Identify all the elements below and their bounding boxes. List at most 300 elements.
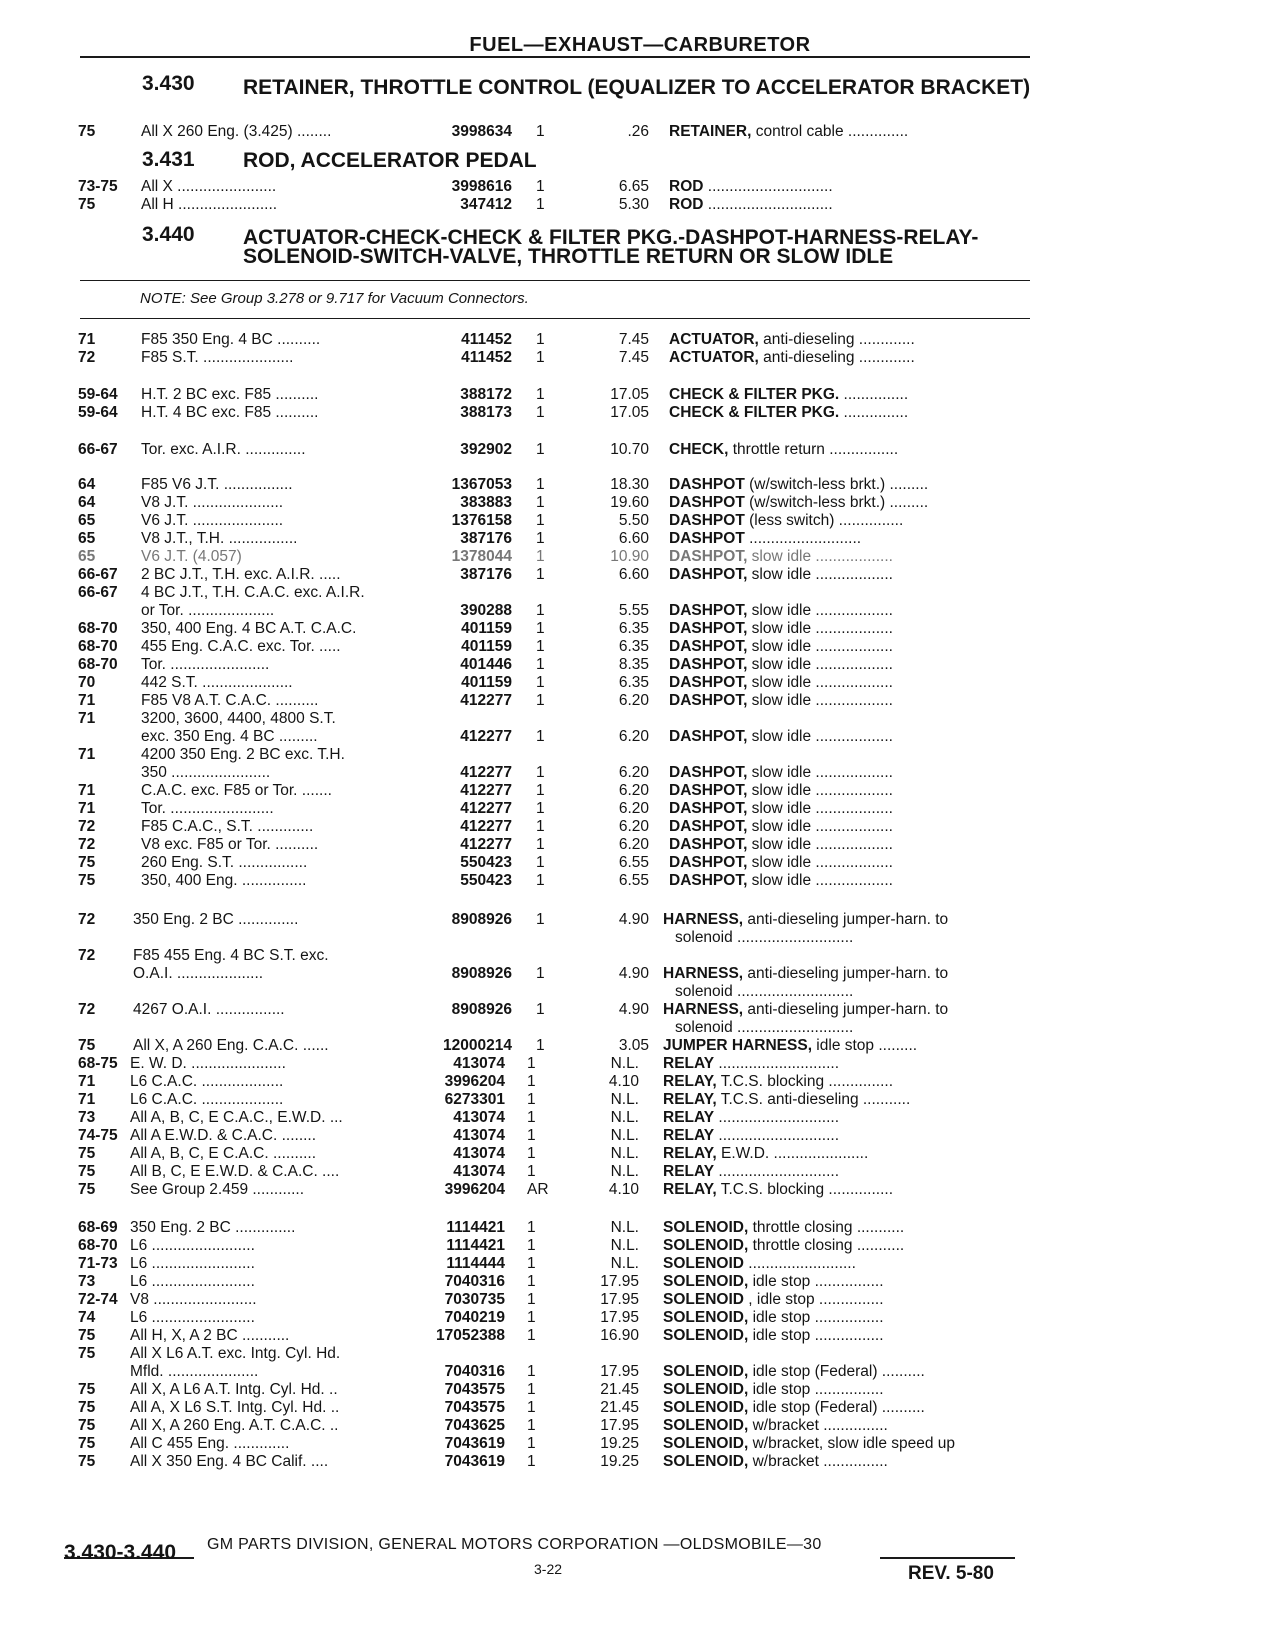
model-application: F85 C.A.C., S.T. ............. bbox=[141, 818, 314, 835]
part-number: 1376158 bbox=[451, 512, 512, 529]
quantity: 1 bbox=[536, 1001, 545, 1018]
model-application: 3200, 3600, 4400, 4800 S.T. bbox=[141, 710, 336, 727]
part-number: 550423 bbox=[460, 872, 512, 889]
model-year: 70 bbox=[78, 674, 96, 691]
model-application: All H ....................... bbox=[141, 196, 278, 213]
part-detail: (w/switch-less brkt.) ......... bbox=[744, 476, 929, 493]
model-application: F85 S.T. ..................... bbox=[141, 349, 294, 366]
part-detail: slow idle .................. bbox=[747, 872, 893, 889]
model-year: 74 bbox=[78, 1309, 96, 1326]
part-number: 12000214 bbox=[443, 1037, 512, 1054]
quantity: 1 bbox=[536, 782, 545, 799]
model-application: All A, B, C, E C.A.C., E.W.D. ... bbox=[130, 1109, 343, 1126]
part-detail: anti-dieseling jumper-harn. to bbox=[743, 965, 949, 982]
part-description bbox=[669, 530, 1022, 548]
part-name: DASHPOT, bbox=[669, 674, 748, 691]
price: 6.55 bbox=[618, 872, 649, 889]
model-year: 72 bbox=[78, 349, 96, 366]
model-year: 75 bbox=[78, 1163, 96, 1180]
part-detail: ......................... bbox=[743, 1255, 856, 1272]
part-name: SOLENOID, bbox=[663, 1435, 749, 1452]
part-number: 413074 bbox=[453, 1127, 505, 1144]
quantity: 1 bbox=[536, 178, 545, 195]
part-name: DASHPOT, bbox=[669, 872, 748, 889]
quantity: 1 bbox=[536, 818, 545, 835]
model-application: V8 exc. F85 or Tor. .......... bbox=[141, 836, 319, 853]
part-number: 7040316 bbox=[444, 1363, 505, 1380]
part-name: DASHPOT, bbox=[669, 566, 748, 583]
part-description bbox=[663, 1327, 1022, 1345]
part-name: DASHPOT, bbox=[669, 620, 748, 637]
part-description bbox=[663, 1001, 1022, 1019]
quantity: 1 bbox=[536, 674, 545, 691]
part-detail: idle stop ......... bbox=[812, 1037, 918, 1054]
model-application: C.A.C. exc. F85 or Tor. ....... bbox=[141, 782, 332, 799]
model-year: 75 bbox=[78, 196, 96, 213]
price: 6.20 bbox=[618, 782, 649, 799]
part-name: CHECK, bbox=[669, 441, 729, 458]
part-name: RELAY, bbox=[663, 1091, 717, 1108]
part-name: SOLENOID, bbox=[663, 1399, 749, 1416]
quantity: 1 bbox=[536, 1037, 545, 1054]
model-application: 4 BC J.T., T.H. C.A.C. exc. A.I.R. bbox=[141, 584, 365, 601]
model-year: 73 bbox=[78, 1109, 96, 1126]
part-description bbox=[675, 1019, 1022, 1037]
part-row bbox=[0, 602, 1280, 620]
part-row bbox=[0, 1001, 1280, 1019]
part-row bbox=[0, 1109, 1280, 1127]
quantity: 1 bbox=[536, 620, 545, 637]
part-number: 6273301 bbox=[444, 1091, 505, 1108]
part-number: 7043619 bbox=[444, 1453, 505, 1470]
part-number: 1114444 bbox=[446, 1255, 505, 1272]
part-name: SOLENOID, bbox=[663, 1381, 749, 1398]
section-number: 3.431 bbox=[142, 148, 195, 171]
quantity: 1 bbox=[536, 872, 545, 889]
model-application: All X, A 260 Eng. C.A.C. ...... bbox=[133, 1037, 329, 1054]
part-row bbox=[0, 1055, 1280, 1073]
model-application: All C 455 Eng. ............. bbox=[130, 1435, 290, 1452]
part-row bbox=[0, 584, 1280, 602]
part-number: 7040219 bbox=[444, 1309, 505, 1326]
price: N.L. bbox=[610, 1055, 639, 1072]
part-description bbox=[663, 1181, 1022, 1199]
part-name: SOLENOID, bbox=[663, 1273, 749, 1290]
part-name: RETAINER, bbox=[669, 123, 752, 140]
model-application: 350, 400 Eng. ............... bbox=[141, 872, 307, 889]
quantity: 1 bbox=[536, 854, 545, 871]
part-number: 412277 bbox=[460, 836, 512, 853]
model-year: 65 bbox=[78, 512, 96, 529]
quantity: 1 bbox=[527, 1237, 536, 1254]
part-detail: T.C.S. anti-dieseling ........... bbox=[716, 1091, 911, 1108]
price: 4.90 bbox=[618, 1001, 649, 1018]
model-application: All A, B, C, E C.A.C. .......... bbox=[130, 1145, 317, 1162]
model-application: All A, X L6 S.T. Intg. Cyl. Hd. .. bbox=[130, 1399, 340, 1416]
price: 16.90 bbox=[600, 1327, 639, 1344]
part-name: SOLENOID, bbox=[663, 1327, 749, 1344]
quantity: 1 bbox=[536, 836, 545, 853]
price: 7.45 bbox=[618, 349, 649, 366]
part-row bbox=[0, 965, 1280, 983]
revision-label: REV. 5-80 bbox=[908, 1563, 994, 1584]
part-description bbox=[663, 1255, 1022, 1273]
part-description bbox=[663, 1417, 1022, 1435]
model-year: 68-70 bbox=[78, 1237, 118, 1254]
part-description bbox=[669, 638, 1022, 656]
part-number: 383883 bbox=[460, 494, 512, 511]
model-application: All H, X, A 2 BC ........... bbox=[130, 1327, 290, 1344]
part-row bbox=[0, 1219, 1280, 1237]
part-description bbox=[669, 656, 1022, 674]
part-description bbox=[663, 1435, 1022, 1453]
part-description bbox=[669, 818, 1022, 836]
vacuum-connector-note: NOTE: See Group 3.278 or 9.717 for Vacuum Connectors. bbox=[140, 290, 529, 307]
part-name: DASHPOT bbox=[669, 476, 745, 493]
part-row bbox=[0, 441, 1280, 459]
part-description bbox=[675, 983, 1022, 1001]
part-name: SOLENOID bbox=[663, 1255, 744, 1272]
part-row bbox=[0, 818, 1280, 836]
part-number: 387176 bbox=[460, 566, 512, 583]
price: N.L. bbox=[610, 1127, 639, 1144]
part-row bbox=[0, 656, 1280, 674]
part-number: 8908926 bbox=[451, 1001, 512, 1018]
part-name: HARNESS, bbox=[663, 1001, 744, 1018]
model-application: or Tor. .................... bbox=[141, 602, 275, 619]
part-row bbox=[0, 494, 1280, 512]
quantity: 1 bbox=[536, 441, 545, 458]
part-number: 412277 bbox=[460, 818, 512, 835]
part-detail: throttle closing ........... bbox=[748, 1237, 905, 1254]
price: 6.35 bbox=[618, 620, 649, 637]
model-year: 75 bbox=[78, 123, 96, 140]
part-detail: w/bracket ............... bbox=[748, 1453, 888, 1470]
part-detail: T.C.S. blocking ............... bbox=[716, 1181, 894, 1198]
model-year: 71 bbox=[78, 800, 96, 817]
model-year: 64 bbox=[78, 494, 96, 511]
part-detail: slow idle .................. bbox=[747, 692, 893, 709]
model-application: F85 455 Eng. 4 BC S.T. exc. bbox=[133, 947, 329, 964]
model-year: 71 bbox=[78, 1091, 96, 1108]
part-row bbox=[0, 196, 1280, 214]
part-detail: solenoid ........................... bbox=[675, 983, 854, 1000]
part-name: ACTUATOR, bbox=[669, 349, 759, 366]
price: 4.10 bbox=[608, 1181, 639, 1198]
quantity: 1 bbox=[527, 1399, 536, 1416]
price: 6.20 bbox=[618, 728, 649, 745]
price: 5.55 bbox=[618, 602, 649, 619]
part-number: 550423 bbox=[460, 854, 512, 871]
model-application: L6 ........................ bbox=[130, 1309, 255, 1326]
part-row bbox=[0, 123, 1280, 141]
part-detail: ............................ bbox=[714, 1127, 839, 1144]
price: 5.30 bbox=[618, 196, 649, 213]
part-name: RELAY bbox=[663, 1055, 715, 1072]
part-description bbox=[669, 692, 1022, 710]
part-row bbox=[0, 746, 1280, 764]
price: 17.95 bbox=[600, 1417, 639, 1434]
part-name: RELAY, bbox=[663, 1181, 717, 1198]
part-detail: idle stop ................ bbox=[748, 1273, 884, 1290]
part-description bbox=[663, 1109, 1022, 1127]
part-description bbox=[669, 854, 1022, 872]
section-title: RETAINER, THROTTLE CONTROL (EQUALIZER TO ACCELERATOR BRACKET) bbox=[243, 76, 1031, 99]
quantity: 1 bbox=[527, 1435, 536, 1452]
model-application: 350 Eng. 2 BC .............. bbox=[130, 1219, 296, 1236]
part-detail: idle stop ................ bbox=[748, 1381, 884, 1398]
part-number: 412277 bbox=[460, 782, 512, 799]
part-detail: slow idle .................. bbox=[747, 800, 893, 817]
quantity: 1 bbox=[527, 1381, 536, 1398]
price: N.L. bbox=[610, 1237, 639, 1254]
part-detail: slow idle .................. bbox=[747, 566, 893, 583]
model-year: 66-67 bbox=[78, 441, 118, 458]
model-year: 65 bbox=[78, 530, 96, 547]
part-number: 412277 bbox=[460, 764, 512, 781]
part-description bbox=[669, 331, 1022, 349]
part-name: SOLENOID bbox=[663, 1291, 744, 1308]
quantity: 1 bbox=[536, 476, 545, 493]
part-number: 347412 bbox=[460, 196, 512, 213]
quantity: 1 bbox=[536, 123, 545, 140]
model-year: 75 bbox=[78, 872, 96, 889]
quantity: 1 bbox=[536, 196, 545, 213]
part-name: DASHPOT, bbox=[669, 854, 748, 871]
part-description bbox=[663, 1309, 1022, 1327]
model-application: Mfld. ..................... bbox=[130, 1363, 259, 1380]
part-description bbox=[669, 764, 1022, 782]
model-year: 68-70 bbox=[78, 620, 118, 637]
model-year: 72-74 bbox=[78, 1291, 118, 1308]
part-description bbox=[663, 965, 1022, 983]
part-row bbox=[0, 404, 1280, 422]
model-application: All X L6 A.T. exc. Intg. Cyl. Hd. bbox=[130, 1345, 341, 1362]
part-detail: ............... bbox=[839, 404, 909, 421]
part-description bbox=[669, 674, 1022, 692]
model-application: Tor. ....................... bbox=[141, 656, 270, 673]
price: 17.05 bbox=[610, 404, 649, 421]
price: 10.90 bbox=[610, 548, 649, 565]
part-name: CHECK & FILTER PKG. bbox=[669, 386, 840, 403]
part-row bbox=[0, 620, 1280, 638]
model-year: 71 bbox=[78, 331, 96, 348]
part-row bbox=[0, 710, 1280, 728]
part-detail: T.C.S. blocking ............... bbox=[716, 1073, 894, 1090]
model-year: 68-70 bbox=[78, 656, 118, 673]
part-detail: .......................... bbox=[744, 530, 862, 547]
quantity: 1 bbox=[527, 1163, 536, 1180]
part-description bbox=[669, 602, 1022, 620]
part-description bbox=[669, 494, 1022, 512]
part-row bbox=[0, 1273, 1280, 1291]
model-application: See Group 2.459 ............ bbox=[130, 1181, 305, 1198]
model-application: V6 J.T. (4.057) bbox=[141, 548, 242, 565]
part-row bbox=[0, 1019, 1280, 1037]
model-year: 75 bbox=[78, 1381, 96, 1398]
price: N.L. bbox=[610, 1145, 639, 1162]
part-number: 387176 bbox=[460, 530, 512, 547]
part-name: DASHPOT bbox=[669, 494, 745, 511]
model-application: 350 Eng. 2 BC .............. bbox=[133, 911, 299, 928]
part-description bbox=[663, 911, 1022, 929]
quantity: 1 bbox=[527, 1453, 536, 1470]
part-name: RELAY, bbox=[663, 1073, 717, 1090]
part-number: 1378044 bbox=[451, 548, 512, 565]
part-number: 17052388 bbox=[436, 1327, 505, 1344]
model-application: F85 V8 A.T. C.A.C. .......... bbox=[141, 692, 319, 709]
part-detail: ............................. bbox=[703, 178, 833, 195]
part-row bbox=[0, 1399, 1280, 1417]
part-name: CHECK & FILTER PKG. bbox=[669, 404, 840, 421]
quantity: 1 bbox=[536, 349, 545, 366]
quantity: 1 bbox=[527, 1255, 536, 1272]
part-detail: slow idle .................. bbox=[747, 548, 893, 565]
price: 6.35 bbox=[618, 638, 649, 655]
model-application: V8 J.T. ..................... bbox=[141, 494, 284, 511]
part-name: DASHPOT bbox=[669, 512, 745, 529]
part-description bbox=[663, 1399, 1022, 1417]
quantity: 1 bbox=[536, 602, 545, 619]
part-name: HARNESS, bbox=[663, 965, 744, 982]
price: 10.70 bbox=[610, 441, 649, 458]
part-number: 411452 bbox=[461, 349, 512, 366]
quantity: 1 bbox=[527, 1417, 536, 1434]
model-year: 74-75 bbox=[78, 1127, 118, 1144]
model-application: V6 J.T. ..................... bbox=[141, 512, 284, 529]
part-description bbox=[669, 872, 1022, 890]
part-number: 401446 bbox=[460, 656, 512, 673]
quantity: 1 bbox=[527, 1309, 536, 1326]
part-number: 413074 bbox=[453, 1109, 505, 1126]
model-year: 75 bbox=[78, 1417, 96, 1434]
part-description bbox=[663, 1381, 1022, 1399]
part-number: 7043625 bbox=[444, 1417, 505, 1434]
part-name: RELAY bbox=[663, 1109, 715, 1126]
part-row bbox=[0, 386, 1280, 404]
model-application: All X, A L6 A.T. Intg. Cyl. Hd. .. bbox=[130, 1381, 338, 1398]
quantity: 1 bbox=[536, 911, 545, 928]
model-application: All X ....................... bbox=[141, 178, 277, 195]
model-application: L6 C.A.C. ................... bbox=[130, 1091, 284, 1108]
price: .26 bbox=[627, 123, 649, 140]
model-application: L6 ........................ bbox=[130, 1273, 255, 1290]
model-year: 71 bbox=[78, 1073, 96, 1090]
part-description bbox=[663, 1037, 1022, 1055]
quantity: 1 bbox=[536, 512, 545, 529]
part-row bbox=[0, 1363, 1280, 1381]
price: N.L. bbox=[610, 1163, 639, 1180]
section-number: 3.430 bbox=[142, 72, 195, 95]
part-detail: anti-dieseling jumper-harn. to bbox=[743, 911, 949, 928]
model-year: 72 bbox=[78, 836, 96, 853]
part-detail: , idle stop ............... bbox=[743, 1291, 884, 1308]
part-row bbox=[0, 178, 1280, 196]
part-row bbox=[0, 1453, 1280, 1471]
price: N.L. bbox=[610, 1109, 639, 1126]
model-year: 64 bbox=[78, 476, 96, 493]
part-description bbox=[663, 1219, 1022, 1237]
part-row bbox=[0, 1255, 1280, 1273]
part-number: 411452 bbox=[461, 331, 512, 348]
model-application: All X, A 260 Eng. A.T. C.A.C. .. bbox=[130, 1417, 339, 1434]
part-name: RELAY bbox=[663, 1127, 715, 1144]
part-description bbox=[663, 1453, 1022, 1471]
price: 3.05 bbox=[618, 1037, 649, 1054]
section-number: 3.440 bbox=[142, 223, 195, 246]
part-description bbox=[669, 800, 1022, 818]
part-description bbox=[669, 386, 1022, 404]
part-row bbox=[0, 1163, 1280, 1181]
part-row bbox=[0, 1237, 1280, 1255]
quantity: 1 bbox=[536, 566, 545, 583]
price: 17.95 bbox=[600, 1363, 639, 1380]
model-year: 71-73 bbox=[78, 1255, 118, 1272]
model-year: 71 bbox=[78, 782, 96, 799]
part-row bbox=[0, 1091, 1280, 1109]
model-application: All B, C, E E.W.D. & C.A.C. .... bbox=[130, 1163, 340, 1180]
part-detail: slow idle .................. bbox=[747, 764, 893, 781]
part-name: DASHPOT, bbox=[669, 602, 748, 619]
quantity: AR bbox=[527, 1181, 549, 1198]
model-year: 65 bbox=[78, 548, 96, 565]
model-application: O.A.I. .................... bbox=[133, 965, 264, 982]
part-number: 390288 bbox=[460, 602, 512, 619]
part-number: 412277 bbox=[460, 800, 512, 817]
part-detail: w/bracket, slow idle speed up bbox=[748, 1435, 956, 1452]
part-row bbox=[0, 530, 1280, 548]
part-description bbox=[669, 441, 1022, 459]
model-application: 442 S.T. ..................... bbox=[141, 674, 293, 691]
part-description bbox=[669, 512, 1022, 530]
price: 4.90 bbox=[618, 911, 649, 928]
part-detail: slow idle .................. bbox=[747, 638, 893, 655]
part-detail: slow idle .................. bbox=[747, 782, 893, 799]
price: 6.55 bbox=[618, 854, 649, 871]
part-row bbox=[0, 1327, 1280, 1345]
part-detail: idle stop (Federal) .......... bbox=[748, 1363, 925, 1380]
price: 5.50 bbox=[618, 512, 649, 529]
part-description bbox=[669, 728, 1022, 746]
price: 4.90 bbox=[618, 965, 649, 982]
part-row bbox=[0, 1037, 1280, 1055]
quantity: 1 bbox=[536, 656, 545, 673]
model-year: 71 bbox=[78, 710, 96, 727]
model-year: 72 bbox=[78, 911, 96, 928]
part-number: 412277 bbox=[460, 692, 512, 709]
part-row bbox=[0, 566, 1280, 584]
part-detail: ............................ bbox=[714, 1109, 839, 1126]
part-description bbox=[669, 782, 1022, 800]
footer-rule-right bbox=[880, 1557, 1015, 1559]
part-row bbox=[0, 1145, 1280, 1163]
part-name: DASHPOT, bbox=[669, 764, 748, 781]
model-year: 66-67 bbox=[78, 584, 118, 601]
part-row bbox=[0, 836, 1280, 854]
model-application: V8 ........................ bbox=[130, 1291, 257, 1308]
quantity: 1 bbox=[527, 1219, 536, 1236]
part-name: DASHPOT, bbox=[669, 836, 748, 853]
part-row bbox=[0, 476, 1280, 494]
quantity: 1 bbox=[527, 1091, 536, 1108]
part-description bbox=[669, 836, 1022, 854]
part-detail: ............................ bbox=[714, 1055, 839, 1072]
top-rule bbox=[80, 56, 1030, 58]
part-row bbox=[0, 1381, 1280, 1399]
model-application: V8 J.T., T.H. ................ bbox=[141, 530, 298, 547]
quantity: 1 bbox=[536, 728, 545, 745]
part-detail: solenoid ........................... bbox=[675, 1019, 854, 1036]
